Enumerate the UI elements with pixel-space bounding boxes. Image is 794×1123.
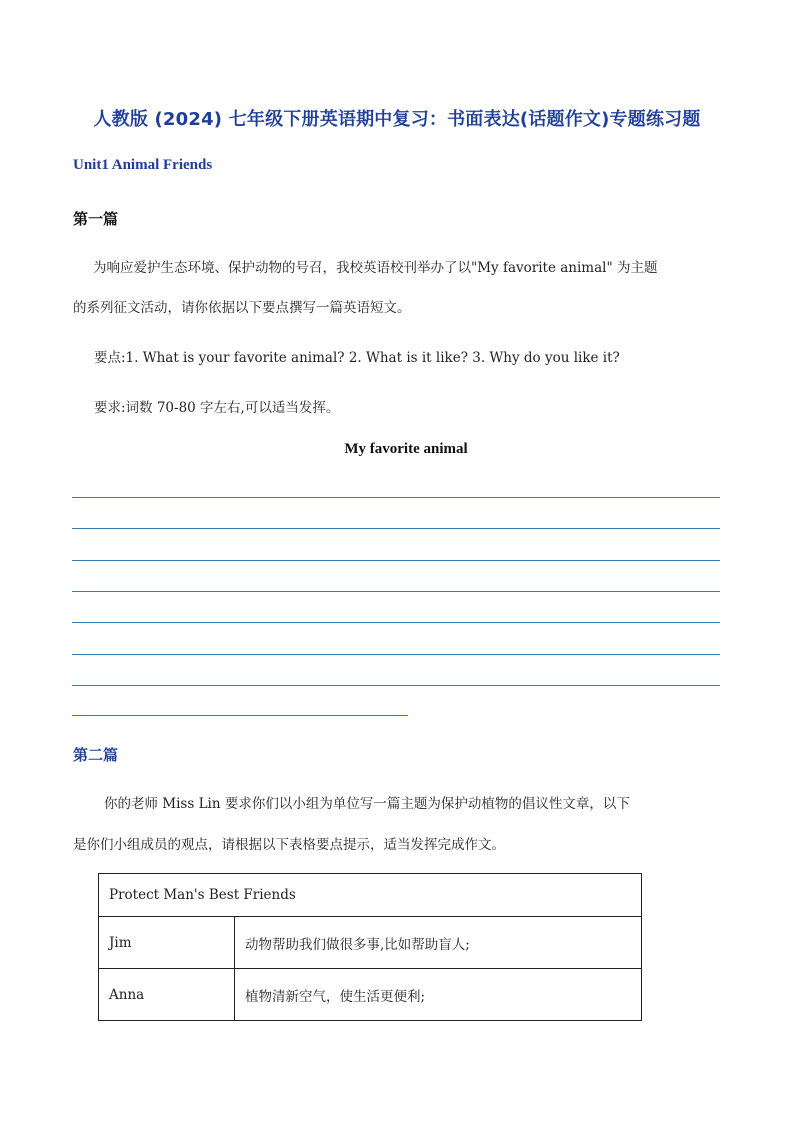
section1-heading: 第一篇 xyxy=(73,210,119,228)
section2-intro-line1: 你的老师 Miss Lin 要求你们以小组为单位写一篇主题为保护动植物的倡议性文章，以下 xyxy=(104,796,630,812)
viewpoints-table xyxy=(98,873,642,1021)
writing-line[interactable] xyxy=(72,497,720,498)
table-header-row xyxy=(99,874,642,917)
section1-requirement: 要求:词数 70-80 字左右,可以适当发挥。 xyxy=(94,400,340,416)
document-title: 人教版 (2024) 七年级下册英语期中复习：书面表达(话题作文)专题练习题 xyxy=(93,109,701,130)
writing-line[interactable] xyxy=(72,685,720,686)
section2-intro-line2: 是你们小组成员的观点，请根据以下表格要点提示，适当发挥完成作文。 xyxy=(73,837,505,853)
writing-line[interactable] xyxy=(72,622,720,623)
unit-heading: Unit1 Animal Friends xyxy=(73,157,213,173)
section1-points: 要点:1. What is your favorite animal? 2. What is it like? 3. Why do you like it? xyxy=(94,350,620,366)
writing-line[interactable] xyxy=(72,528,720,529)
writing-line[interactable] xyxy=(72,654,720,655)
table-row xyxy=(99,969,642,1021)
essay-title: My favorite animal xyxy=(344,441,468,457)
member-name: Anna xyxy=(99,969,235,1021)
section1-intro-line1: 为响应爱护生态环境、保护动物的号召，我校英语校刊举办了以"My favorite animal" 为主题 xyxy=(93,260,658,276)
member-view: 动物帮助我们做很多事,比如帮助盲人; xyxy=(235,917,642,969)
table-header: Protect Man's Best Friends xyxy=(99,874,642,917)
section2-heading: 第二篇 xyxy=(73,746,119,764)
section1-intro-line2: 的系列征文活动，请你依据以下要点撰写一篇英语短文。 xyxy=(73,300,411,316)
member-view: 植物清新空气，使生活更便利; xyxy=(235,969,642,1021)
writing-line[interactable] xyxy=(72,715,408,716)
writing-line[interactable] xyxy=(72,560,720,561)
writing-line[interactable] xyxy=(72,591,720,592)
member-name: Jim xyxy=(99,917,235,969)
table-row xyxy=(99,917,642,969)
